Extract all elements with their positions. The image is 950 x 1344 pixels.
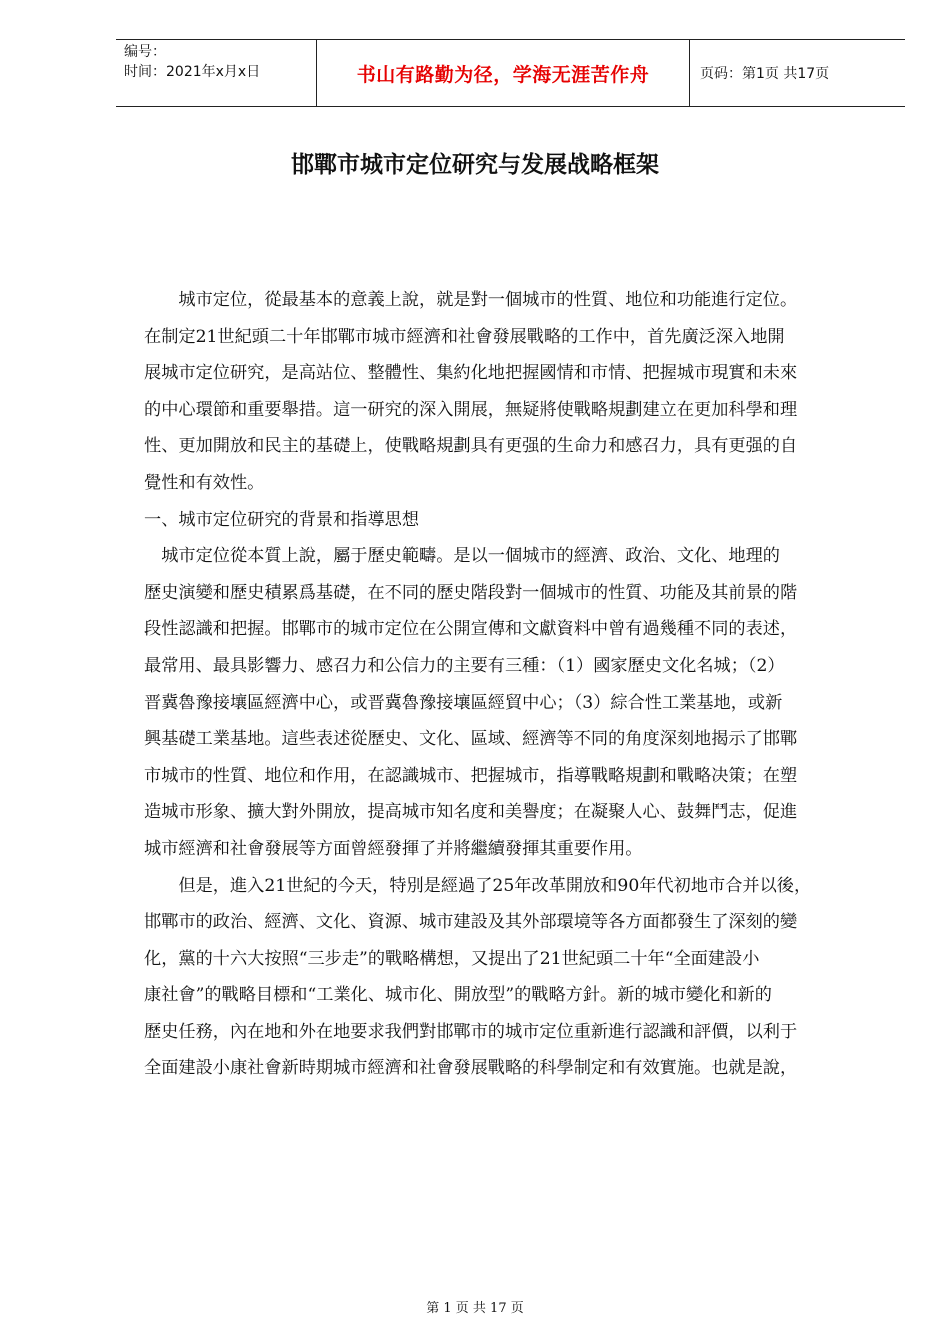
body-line: 城市定位，從最基本的意義上說，就是對一個城市的性質、地位和功能進行定位。 <box>144 290 798 310</box>
section-heading: 一、城市定位研究的背景和指導思想 <box>144 509 420 530</box>
body-line: 城市經濟和社會發展等方面曾經發揮了并將繼續發揮其重要作用。 <box>144 838 643 859</box>
body-line: 城市定位從本質上說，屬于歷史範疇。是以一個城市的經濟、政治、文化、地理的 <box>144 546 780 567</box>
page-footer: 第 1 页 共 17 页 <box>426 1301 524 1316</box>
body-line: 段性認識和把握。邯鄲市的城市定位在公開宣傳和文獻資料中曾有過幾種不同的表述， <box>144 619 798 640</box>
body-line: 造城市形象、擴大對外開放，提高城市知名度和美譽度；在凝聚人心、鼓舞鬥志，促進 <box>144 802 798 823</box>
body-line: 興基礎工業基地。這些表述從歷史、文化、區域、經濟等不同的角度深刻地揭示了邯鄲 <box>144 729 798 750</box>
body-line: 化，黨的十六大按照“三步走”的戰略構想，又提出了21世紀頭二十年“全面建設小 <box>144 948 760 969</box>
body-line: 展城市定位研究，是高站位、整體性、集約化地把握國情和市情、把握城市現實和未來 <box>144 363 798 384</box>
body-line: 歷史任務，內在地和外在地要求我們對邯鄲市的城市定位重新進行認識和評價，以利于 <box>144 1021 798 1042</box>
body-line: 覺性和有效性。 <box>144 472 265 493</box>
body-line: 歷史演變和歷史積累爲基礎，在不同的歷史階段對一個城市的性質、功能及其前景的階 <box>144 582 798 603</box>
number-label: 编号： <box>124 44 166 60</box>
body-line: 市城市的性質、地位和作用，在認識城市、把握城市，指導戰略規劃和戰略决策；在塑 <box>144 765 798 786</box>
body-line: 最常用、最具影響力、感召力和公信力的主要有三種：（1）國家歷史文化名城；（2） <box>144 655 785 676</box>
document-body <box>144 282 884 1087</box>
body-line: 性、更加開放和民主的基礎上，使戰略規劃具有更强的生命力和感召力，具有更强的自 <box>144 436 798 457</box>
document-header <box>116 39 905 107</box>
header-page-label: 页码：第1页 共17页 <box>700 66 830 82</box>
body-line: 在制定21世紀頭二十年邯鄲市城市經濟和社會發展戰略的工作中，首先廣泛深入地開 <box>144 326 785 347</box>
time-label: 时间：2021年x月x日 <box>124 64 261 80</box>
body-line: 的中心環節和重要舉措。這一研究的深入開展，無疑將使戰略規劃建立在更加科學和理 <box>144 399 798 420</box>
body-line: 晋冀魯豫接壤區經濟中心，或晋冀魯豫接壤區經貿中心；（3）綜合性工業基地，或新 <box>144 692 783 713</box>
body-line: 康社會”的戰略目標和“工業化、城市化、開放型”的戰略方針。新的城市變化和新的 <box>144 985 772 1006</box>
header-meta <box>116 40 316 106</box>
body-line: 全面建設小康社會新時期城市經濟和社會發展戰略的科學制定和有效實施。也就是說， <box>144 1058 798 1079</box>
body-line: 邯鄲市的政治、經濟、文化、資源、城市建設及其外部環境等各方面都發生了深刻的變 <box>144 912 798 933</box>
document-title: 邯鄲市城市定位研究与发展战略框架 <box>291 152 659 178</box>
body-line: 但是，進入21世紀的今天，特別是經過了25年改革開放和90年代初地市合并以後， <box>144 875 812 896</box>
header-motto: 书山有路勤为径，学海无涯苦作舟 <box>316 40 690 106</box>
